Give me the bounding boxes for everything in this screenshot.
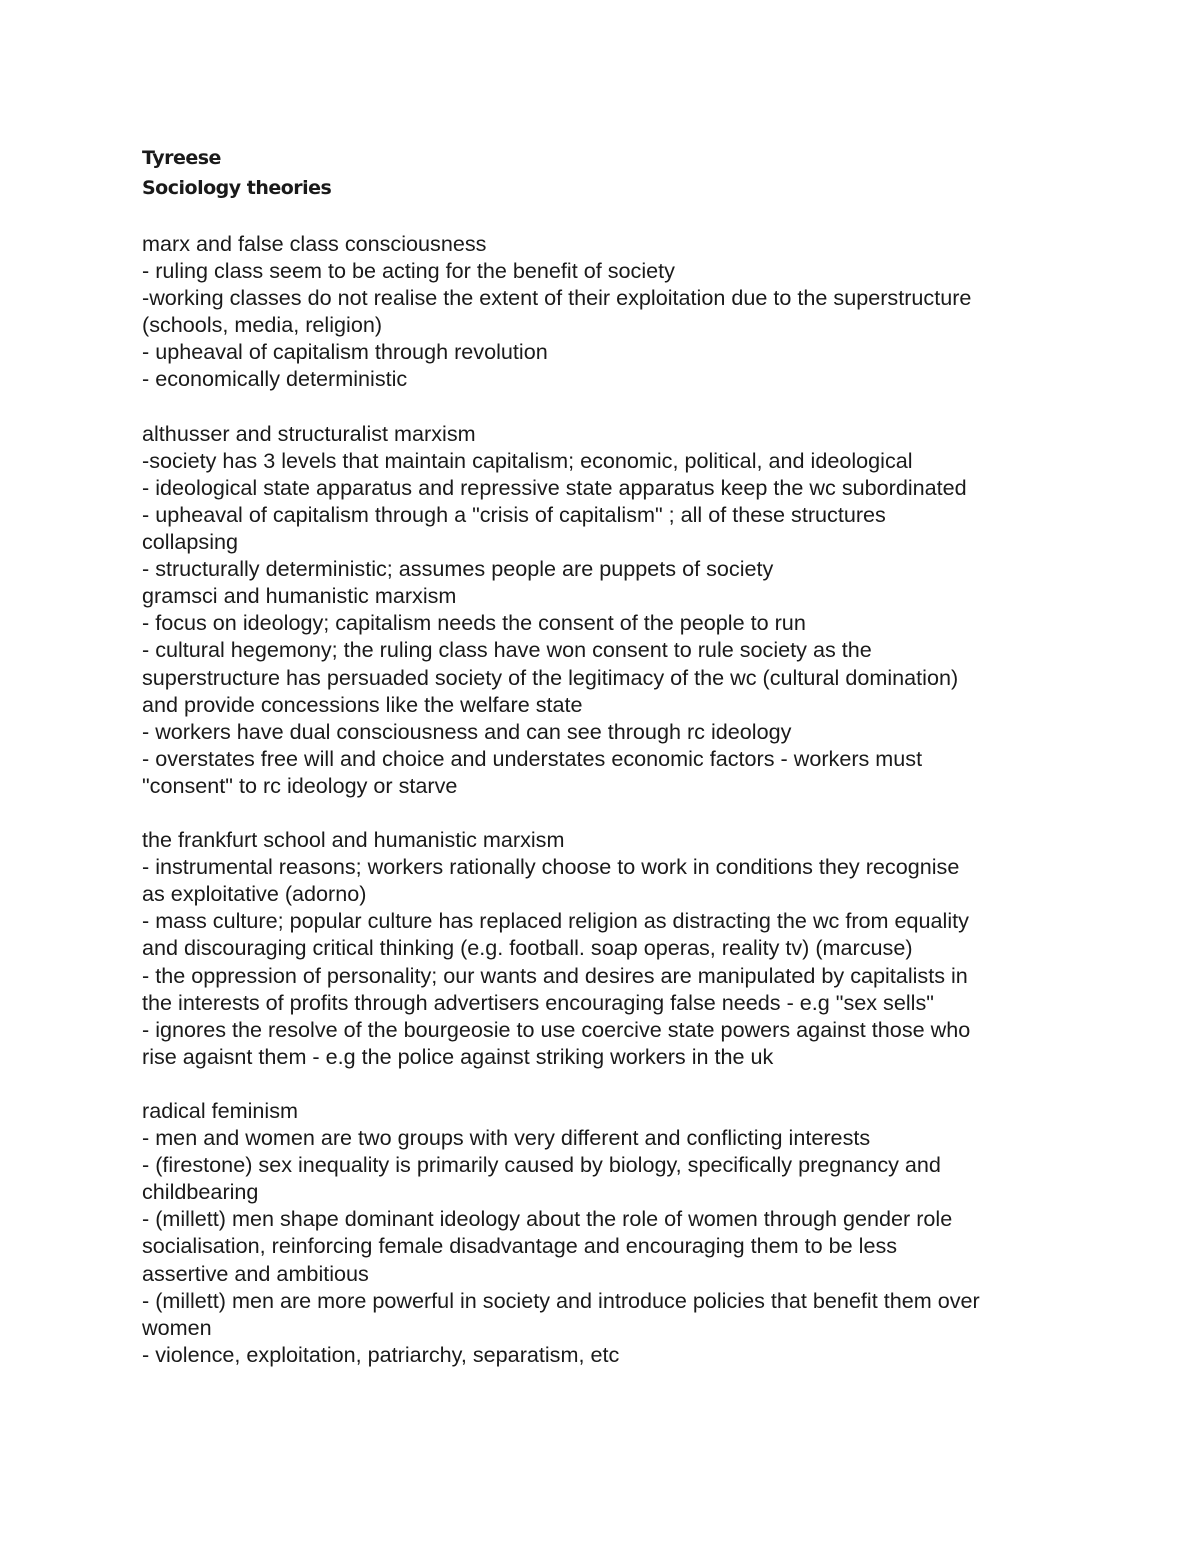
- text-line: - structurally deterministic; assumes people are puppets of society: [142, 556, 774, 582]
- text-line: "consent" to rc ideology or starve: [142, 772, 458, 798]
- section-heading: marx and false class consciousness: [142, 231, 487, 256]
- title-spacer: [142, 203, 1082, 230]
- section-gap: [142, 1070, 1082, 1097]
- text-line: -working classes do not realise the extent of their exploitation due to the superstructure: [142, 285, 972, 311]
- text-line: collapsing: [142, 529, 239, 555]
- text-line: - instrumental reasons; workers rationally choose to work in conditions they recognise: [142, 854, 960, 880]
- text-line: - upheaval of capitalism through revolution: [142, 339, 548, 365]
- section: [142, 230, 1082, 393]
- section-gap: [142, 799, 1082, 826]
- section: [142, 1097, 1082, 1368]
- text-line: and discouraging critical thinking (e.g. football. soap operas, reality tv) (marcuse): [142, 935, 913, 961]
- text-line: assertive and ambitious: [142, 1260, 369, 1286]
- text-line: gramsci and humanistic marxism: [142, 583, 457, 609]
- text-line: women: [142, 1314, 212, 1340]
- text-line: rise agaisnt them - e.g the police against striking workers in the uk: [142, 1043, 774, 1069]
- text-line: the interests of profits through advertisers encouraging false needs - e.g "sex sells": [142, 989, 934, 1015]
- text-line: -society has 3 levels that maintain capitalism; economic, political, and ideological: [142, 447, 913, 473]
- section-heading: the frankfurt school and humanistic marxism: [142, 827, 565, 853]
- text-line: superstructure has persuaded society of the legitimacy of the wc (cultural domination): [142, 664, 959, 690]
- text-line: - (millett) men shape dominant ideology about the role of women through gender role: [142, 1206, 953, 1232]
- text-line: - mass culture; popular culture has replaced religion as distracting the wc from equality: [142, 908, 969, 934]
- section-heading: althusser and structuralist marxism: [142, 420, 476, 446]
- text-line: - ideological state apparatus and repressive state apparatus keep the wc subordinated: [142, 474, 967, 500]
- text-line: - men and women are two groups with very different and conflicting interests: [142, 1125, 871, 1151]
- text-line: - focus on ideology; capitalism needs the consent of the people to run: [142, 610, 806, 636]
- text-line: - cultural hegemony; the ruling class have won consent to rule society as the: [142, 637, 872, 663]
- text-line: - upheaval of capitalism through a "crisis of capitalism" ; all of these structures: [142, 501, 886, 527]
- text-line: - ruling class seem to be acting for the benefit of society: [142, 258, 675, 284]
- section-heading: radical feminism: [142, 1098, 298, 1123]
- text-line: - overstates free will and choice and understates economic factors - workers must: [142, 745, 923, 771]
- text-line: - violence, exploitation, patriarchy, separatism, etc: [142, 1341, 620, 1367]
- section-gap: [142, 393, 1082, 420]
- text-line: - (millett) men are more powerful in society and introduce policies that benefit them over: [142, 1287, 980, 1313]
- document-page: [142, 143, 1082, 1368]
- section: [142, 420, 1082, 799]
- text-line: (schools, media, religion): [142, 312, 383, 338]
- document-title: Sociology theories: [142, 177, 332, 199]
- section: [142, 826, 1082, 1070]
- text-line: as exploitative (adorno): [142, 881, 367, 907]
- text-line: - ignores the resolve of the bourgeosie to use coercive state powers against those who: [142, 1016, 971, 1042]
- text-line: and provide concessions like the welfare state: [142, 691, 583, 717]
- text-line: socialisation, reinforcing female disadvantage and encouraging them to be less: [142, 1233, 898, 1259]
- text-line: childbearing: [142, 1179, 259, 1205]
- author-name: Tyreese: [142, 147, 221, 169]
- text-line: - (firestone) sex inequality is primarily caused by biology, specifically pregnancy and: [142, 1152, 941, 1178]
- text-line: - workers have dual consciousness and can see through rc ideology: [142, 718, 792, 744]
- text-line: - economically deterministic: [142, 366, 408, 392]
- text-line: - the oppression of personality; our wants and desires are manipulated by capitalists in: [142, 962, 968, 988]
- document-body: [142, 230, 1082, 1368]
